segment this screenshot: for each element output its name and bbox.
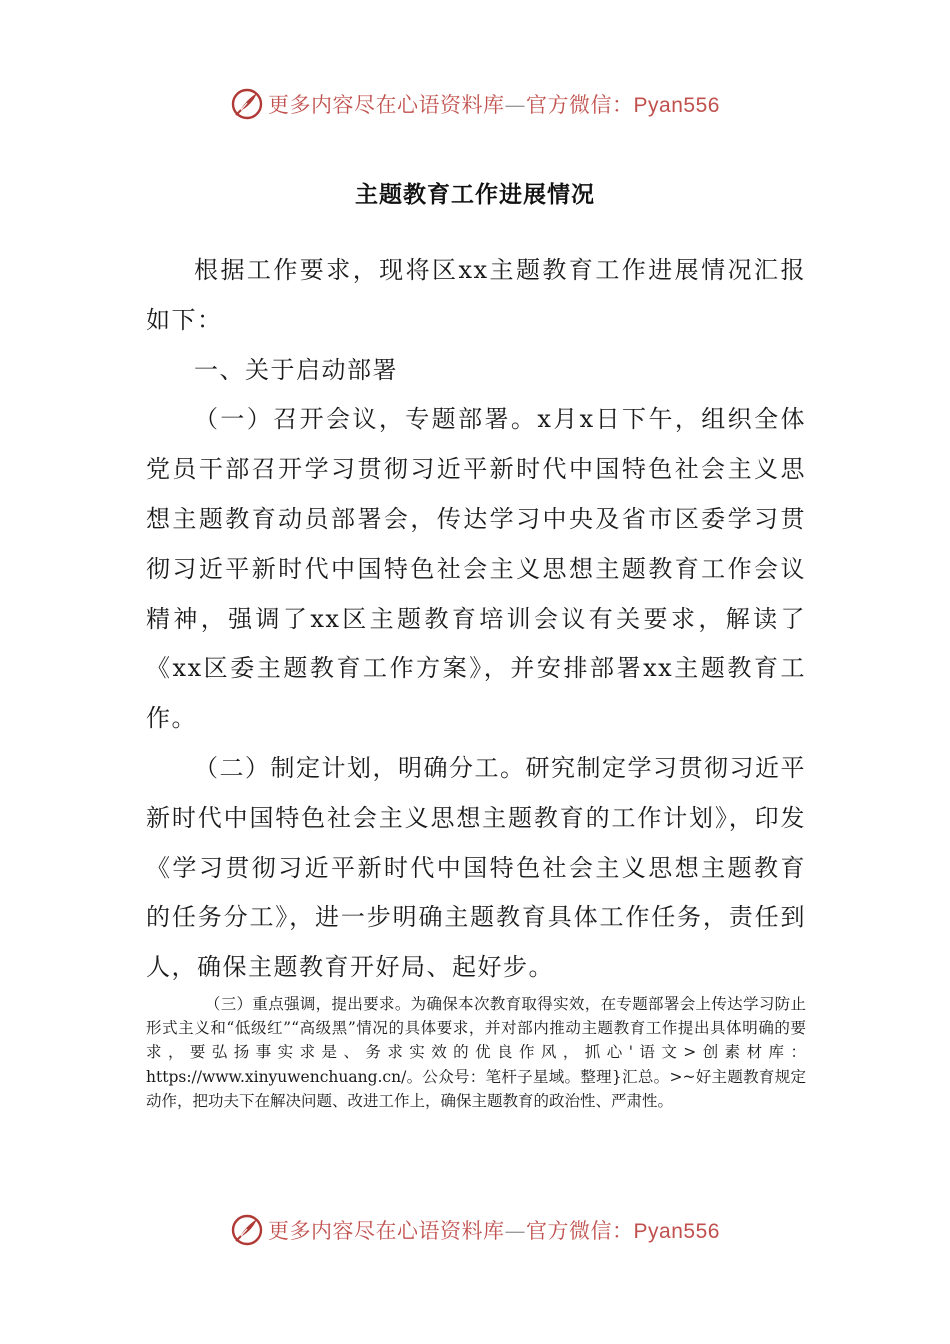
watermark-wechat-label: 官方微信： xyxy=(526,93,634,117)
document-body xyxy=(146,246,806,993)
watermark-dash: — xyxy=(504,93,527,117)
watermark-wechat-id: Pyan556 xyxy=(633,1220,720,1243)
watermark-site-name: 更多内容尽在心语资料库 xyxy=(268,1219,505,1243)
watermark-text xyxy=(268,1215,720,1245)
paragraph-item-3: （三）重点强调，提出要求。为确保本次教育取得实效，在专题部署会上传达学习防止形式主义和“低级红”“高级黑”情况的具体要求，并对部内推动主题教育工作提出具体明确的要求，要弘扬事实求是、务求实效的优良作风，抓心'语文>创素材库：https://www.xinyuwenchuang.cn/。公众号：笔杆子星域。整理}汇总。>~好主题教育规定动作，把功夫下在解决问题、改进工作上，确保主题教育的政治性、严肃性。 xyxy=(146,995,806,1110)
footer-watermark-banner xyxy=(0,1208,950,1252)
document-small-section xyxy=(146,992,806,1113)
document-title: 主题教育工作进展情况 xyxy=(355,182,595,208)
watermark-wechat-label: 官方微信： xyxy=(526,1219,634,1243)
section-heading-1: 一、关于启动部署 xyxy=(194,355,398,384)
header-watermark-banner xyxy=(0,82,950,126)
watermark-text xyxy=(268,89,720,119)
quill-logo-icon xyxy=(230,1213,264,1247)
watermark-site-name: 更多内容尽在心语资料库 xyxy=(268,93,505,117)
watermark-wechat-id: Pyan556 xyxy=(633,94,720,117)
paragraph-item-1: （一）召开会议，专题部署。x月x日下午，组织全体党员干部召开学习贯彻习近平新时代中国特色社会主义思想主题教育动员部署会，传达学习中央及省市区委学习贯彻习近平新时代中国特色社会主义思想主题教育工作会议精神，强调了xx区主题教育培训会议有关要求，解读了《xx区委主题教育工作方案》，并安排部署xx主题教育工作。 xyxy=(146,405,806,733)
quill-logo-icon xyxy=(230,87,264,121)
watermark-dash: — xyxy=(504,1219,527,1243)
paragraph-intro: 根据工作要求，现将区xx主题教育工作进展情况汇报如下： xyxy=(146,256,806,334)
paragraph-item-2: （二）制定计划，明确分工。研究制定学习贯彻习近平新时代中国特色社会主义思想主题教育的工作计划》，印发《学习贯彻习近平新时代中国特色社会主义思想主题教育的任务分工》，进一步明确主题教育具体工作任务，责任到人，确保主题教育开好局、起好步。 xyxy=(146,753,806,982)
